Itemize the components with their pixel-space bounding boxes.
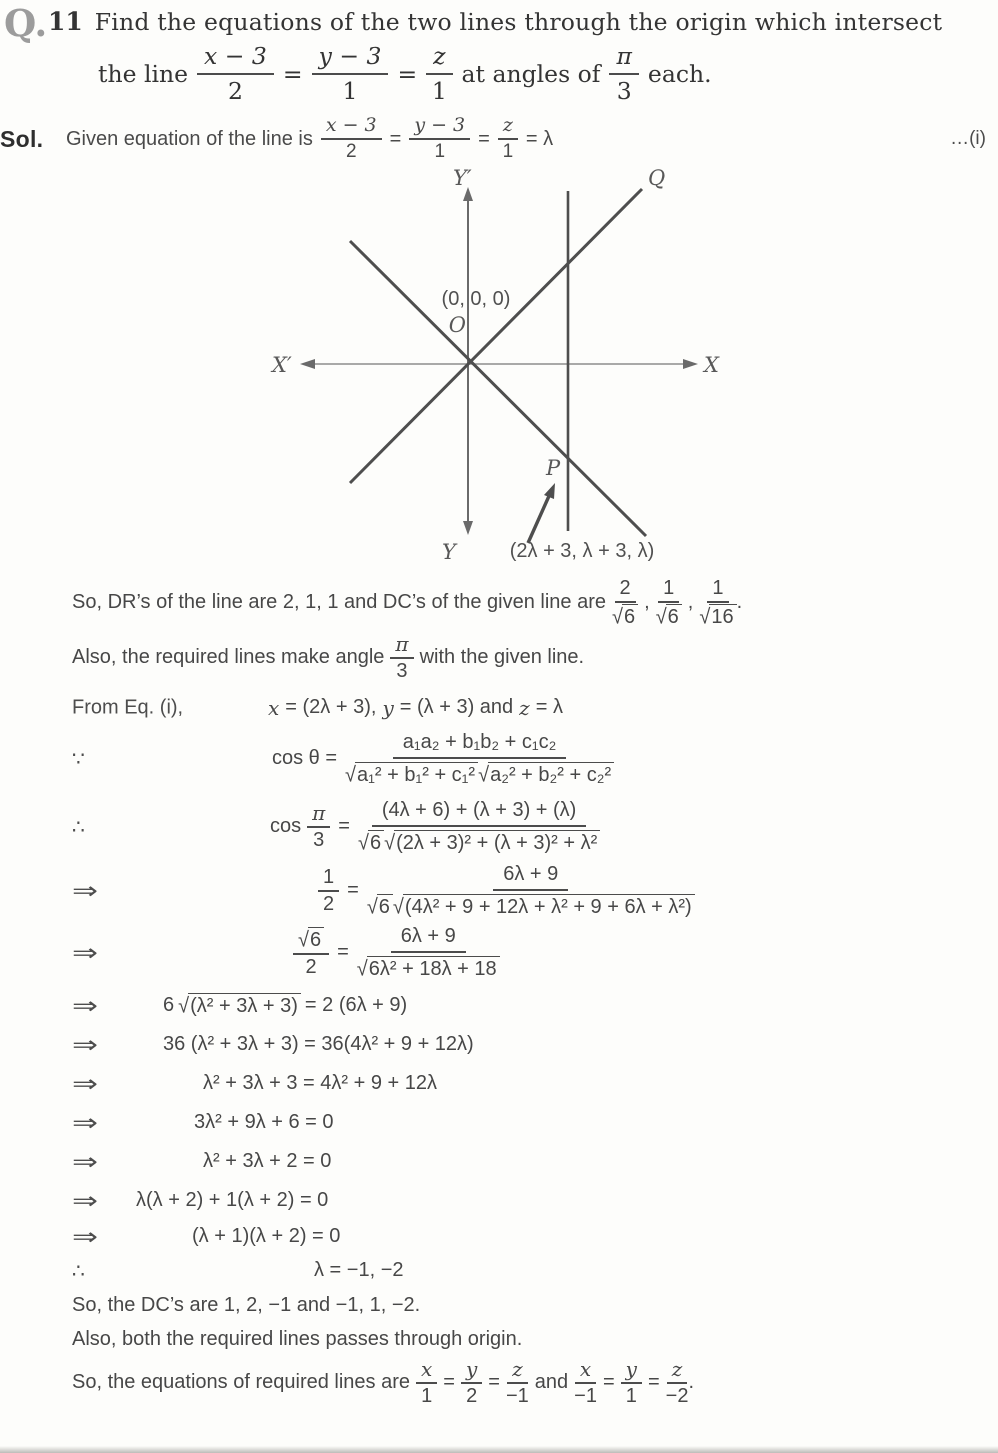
fraction <box>621 1358 642 1408</box>
sqrt-expression <box>367 894 393 919</box>
fraction <box>612 577 638 629</box>
sqrt-icon: √ <box>298 928 309 952</box>
radicand: 6 <box>377 894 393 919</box>
sqrt-icon: √ <box>178 994 190 1018</box>
final-text-mid: and <box>534 1371 569 1394</box>
equation-row <box>72 925 980 981</box>
equation-body <box>293 925 500 981</box>
equation-body <box>163 993 407 1018</box>
fraction-numerator: x <box>575 1358 596 1384</box>
paragraph-dc-result: So, the DC’s are 1, 2, −1 and −1, 1, −2. <box>72 1293 421 1316</box>
arrow-left-icon <box>300 359 315 369</box>
radicand: (2λ + 3)² + (λ + 3)² + λ² <box>394 830 600 855</box>
implies-icon: ⇒ <box>72 1223 99 1250</box>
fraction <box>506 1358 529 1408</box>
radicand: a₂² + b₂² + c₂² <box>488 762 614 787</box>
implies-icon: ⇒ <box>72 992 99 1019</box>
equation-body <box>272 731 614 787</box>
fraction <box>318 866 339 916</box>
radicand: 6 <box>666 604 682 629</box>
equation-text: λ² + 3λ + 3 = 4λ² + 9 + 12λ <box>203 1072 438 1095</box>
equation-text: = λ <box>535 696 563 719</box>
equation-text: λ² + 3λ + 2 = 0 <box>203 1150 332 1173</box>
solution-given-line <box>0 115 992 163</box>
fraction <box>656 577 682 629</box>
fraction-denominator: 1 <box>502 141 514 163</box>
equation-body <box>136 1189 328 1212</box>
sqrt-expression <box>612 604 638 629</box>
cos-function: cos <box>270 815 302 838</box>
radicand: 6 <box>622 604 638 629</box>
fraction <box>699 577 736 629</box>
equation-text: = 2 (6λ + 9) <box>304 994 408 1017</box>
equation-body <box>314 1259 404 1282</box>
fraction-numerator: π <box>307 802 330 828</box>
period: . <box>736 591 743 614</box>
equals-sign: = <box>443 1371 455 1394</box>
axes-diagram <box>270 165 740 565</box>
radicand: a₁² + b₁² + c₁² <box>355 762 478 787</box>
equation-body <box>203 1150 331 1173</box>
sqrt-expression <box>178 993 301 1018</box>
fraction-numerator: a₁a₂ + b₁b₂ + c₁c₂ <box>393 731 567 759</box>
comma: , <box>687 591 694 614</box>
label-y-prime: Y′ <box>453 165 472 190</box>
fraction <box>609 43 638 105</box>
row-label: From Eq. (i), <box>72 696 184 719</box>
question-section <box>0 0 998 105</box>
question-text-line1: Find the equations of the two lines through the origin which intersect <box>94 8 943 36</box>
fraction-denominator: 2 <box>305 955 317 978</box>
solution-given-equation <box>66 115 553 163</box>
sqrt-icon: √ <box>345 763 357 787</box>
fraction-numerator: z <box>507 1358 528 1384</box>
equation-row <box>72 693 980 723</box>
equals-sign: = <box>282 60 303 89</box>
equation-reference: …(i) <box>950 128 986 150</box>
equation-body <box>194 1111 334 1134</box>
sqrt-expression <box>298 927 324 952</box>
equation-row <box>72 1222 980 1252</box>
angle-text-pre: Also, the required lines make angle <box>72 646 385 669</box>
fraction <box>409 115 470 163</box>
fraction-numerator: 1 <box>658 577 679 603</box>
label-p: P <box>546 455 561 480</box>
equation-row <box>72 1030 980 1060</box>
equation-text: = (2λ + 3), <box>285 696 377 719</box>
sqrt-expression <box>656 604 682 629</box>
fraction-numerator <box>293 927 329 955</box>
fraction-denominator: −1 <box>505 1384 529 1407</box>
question-row-1 <box>4 1 992 45</box>
fraction <box>358 799 600 855</box>
variable: y <box>382 695 394 720</box>
fraction-denominator: 3 <box>313 828 325 851</box>
implies-icon: ⇒ <box>72 1187 99 1214</box>
label-q: Q <box>648 165 666 190</box>
fraction-denominator: 2 <box>323 892 335 915</box>
fraction <box>666 1358 689 1408</box>
equation-text: λ = −1, −2 <box>314 1259 404 1282</box>
equals-sign: = <box>647 1371 660 1394</box>
fraction-denominator <box>358 827 600 855</box>
fraction <box>426 43 452 105</box>
sqrt-expression <box>345 762 478 787</box>
equation-body <box>192 1225 340 1248</box>
equals-sign: = <box>478 127 490 150</box>
fraction-numerator: y <box>621 1358 642 1384</box>
sqrt-expression <box>357 956 500 981</box>
fraction-numerator: x <box>416 1358 437 1384</box>
equation-text: 36 (λ² + 3λ + 3) = 36(4λ² + 9 + 12λ) <box>163 1033 474 1056</box>
fraction-denominator: 3 <box>396 659 408 682</box>
fraction-denominator <box>345 759 614 787</box>
fraction-numerator: π <box>609 43 638 75</box>
label-point-coords: (2λ + 3, λ + 3, λ) <box>509 539 655 562</box>
paragraph-origin: Also, both the required lines passes through origin. <box>72 1327 523 1350</box>
fraction-numerator: z <box>498 115 518 140</box>
fraction-denominator <box>367 891 695 919</box>
period: . <box>688 1371 695 1394</box>
fraction-numerator: 6λ + 9 <box>493 863 568 891</box>
radicand: 6λ² + 18λ + 18 <box>367 956 500 981</box>
arrow-down-icon <box>463 521 473 535</box>
fraction-denominator: 2 <box>227 77 243 106</box>
fraction <box>416 1358 437 1408</box>
equation-row <box>72 1256 980 1286</box>
equation-row <box>72 991 980 1021</box>
equals-sign: = <box>338 815 350 838</box>
equation-body <box>203 1072 437 1095</box>
fraction-numerator: 6λ + 9 <box>391 925 466 953</box>
label-y: Y <box>442 539 456 564</box>
fraction-numerator: 1 <box>707 577 728 603</box>
fraction-denominator: 1 <box>434 141 446 163</box>
variable: x <box>268 695 280 720</box>
sqrt-icon: √ <box>478 763 490 787</box>
fraction <box>321 115 382 163</box>
arrow-up-right-icon <box>544 483 555 499</box>
fraction-numerator: π <box>390 633 413 659</box>
fraction-numerator: 2 <box>615 577 636 603</box>
question-number: 11 <box>48 7 83 36</box>
fraction-denominator <box>357 953 500 981</box>
equation-row <box>72 731 980 787</box>
fraction <box>197 43 274 105</box>
p-pointer-line <box>528 496 549 543</box>
fraction-denominator <box>612 603 638 629</box>
equation-text: (λ + 1)(λ + 2) = 0 <box>192 1225 341 1248</box>
label-origin-coords: (0, 0, 0) <box>441 287 511 310</box>
solution-body <box>0 567 998 1408</box>
equation-text: 3λ² + 9λ + 6 = 0 <box>194 1111 334 1134</box>
fraction-numerator: y − 3 <box>409 115 470 140</box>
fraction <box>390 633 413 683</box>
radicand: 6 <box>308 927 324 952</box>
paragraph-final-equations <box>72 1358 980 1408</box>
fraction-numerator: x − 3 <box>321 115 382 140</box>
equals-sign: = <box>347 879 359 902</box>
radicand: (4λ² + 9 + 12λ + λ² + 9 + 6λ + λ²) <box>403 894 695 919</box>
sqrt-icon: √ <box>356 957 368 981</box>
fraction <box>307 802 330 852</box>
comma: , <box>644 591 650 614</box>
equation-row <box>72 1147 980 1177</box>
given-equation-post: = λ <box>525 127 554 150</box>
fraction <box>574 1358 597 1408</box>
sqrt-expression <box>384 830 600 855</box>
equation-row <box>72 1108 980 1138</box>
sqrt-expression <box>699 604 736 629</box>
solution-label: Sol. <box>0 125 44 152</box>
sqrt-icon: √ <box>357 831 369 855</box>
fraction-denominator: −1 <box>574 1384 597 1407</box>
final-text-pre: So, the equations of required lines are <box>72 1371 410 1394</box>
equation-text: λ(λ + 2) + 1(λ + 2) = 0 <box>136 1189 329 1212</box>
fraction-denominator: 3 <box>616 77 632 106</box>
radicand: 6 <box>368 830 384 855</box>
equation-body <box>270 799 600 855</box>
sqrt-icon: √ <box>655 605 667 629</box>
fraction <box>293 927 329 979</box>
variable: z <box>519 695 530 720</box>
question-line2-pre: the line <box>98 60 189 89</box>
sqrt-expression <box>393 894 695 919</box>
therefore-symbol: ∴ <box>72 1260 85 1283</box>
implies-icon: ⇒ <box>72 1070 99 1097</box>
paragraph-angle <box>72 633 980 683</box>
fraction-denominator: 1 <box>625 1384 637 1407</box>
label-x-prime: X′ <box>272 352 292 377</box>
paragraph-dr-dc <box>72 577 980 629</box>
equals-sign: = <box>337 941 349 964</box>
radicand: (λ² + 3λ + 3) <box>188 993 301 1018</box>
angle-text-post: with the given line. <box>419 646 585 669</box>
fraction-numerator: z <box>426 43 452 75</box>
label-origin: O <box>448 312 466 337</box>
fraction <box>461 1358 482 1408</box>
fraction <box>367 863 695 919</box>
radicand: 16 <box>709 604 736 629</box>
equation-row <box>72 799 980 855</box>
sqrt-icon: √ <box>699 605 711 629</box>
dr-dc-text: So, DR’s of the line are 2, 1, 1 and DC’s of the given line are <box>72 591 607 614</box>
sqrt-icon: √ <box>612 605 623 629</box>
equation-row <box>72 1186 980 1216</box>
fraction-numerator: y − 3 <box>312 43 389 75</box>
sqrt-expression <box>478 762 614 787</box>
fraction <box>345 731 614 787</box>
coefficient: 6 <box>163 994 175 1017</box>
because-symbol: ∵ <box>72 748 85 771</box>
implies-icon: ⇒ <box>72 939 99 966</box>
equation-row <box>72 863 980 919</box>
fraction-denominator: 1 <box>421 1384 433 1407</box>
fraction-numerator: (4λ + 6) + (λ + 3) + (λ) <box>372 799 587 827</box>
page-edge <box>0 1446 998 1453</box>
fraction-denominator: 1 <box>431 77 447 106</box>
fraction-numerator: x − 3 <box>197 43 274 75</box>
equation-text: = (λ + 3) and <box>399 696 514 719</box>
implies-icon: ⇒ <box>72 1109 99 1136</box>
sqrt-icon: √ <box>392 895 404 919</box>
question-line2-post: each. <box>647 60 712 89</box>
implies-icon: ⇒ <box>72 1031 99 1058</box>
fraction <box>357 925 500 981</box>
fraction-denominator: 2 <box>345 141 357 163</box>
fraction-denominator <box>699 603 736 629</box>
fraction-denominator: 2 <box>466 1384 478 1407</box>
sqrt-expression <box>358 830 384 855</box>
line-descending <box>350 241 646 536</box>
sqrt-icon: √ <box>384 831 396 855</box>
fraction-numerator: z <box>667 1358 688 1384</box>
label-x: X <box>704 352 719 377</box>
equals-sign: = <box>602 1371 615 1394</box>
fraction-denominator <box>656 603 682 629</box>
sqrt-icon: √ <box>366 895 378 919</box>
therefore-symbol: ∴ <box>72 816 85 839</box>
question-marker: Q. <box>4 1 48 45</box>
equation-body <box>163 1033 474 1056</box>
question-line2-mid: at angles of <box>461 60 601 89</box>
implies-icon: ⇒ <box>72 1148 99 1175</box>
implies-icon: ⇒ <box>72 877 99 904</box>
fraction <box>312 43 389 105</box>
equation-lhs: cos θ = <box>272 747 338 770</box>
arrow-right-icon <box>683 359 698 369</box>
fraction-denominator: −2 <box>665 1384 689 1407</box>
given-equation-pre: Given equation of the line is <box>66 127 313 150</box>
fraction-numerator: 1 <box>318 866 339 892</box>
equation-body <box>268 696 563 720</box>
line-OQ <box>350 189 642 483</box>
question-text-line2 <box>98 43 992 105</box>
equals-sign: = <box>488 1371 500 1394</box>
fraction <box>498 115 518 163</box>
fraction-numerator: y <box>461 1358 482 1384</box>
diagram-figure <box>0 165 998 567</box>
equals-sign: = <box>397 60 418 89</box>
fraction-denominator: 1 <box>342 77 358 106</box>
equals-sign: = <box>389 127 402 150</box>
equation-row <box>72 1069 980 1099</box>
equation-body <box>318 863 695 919</box>
